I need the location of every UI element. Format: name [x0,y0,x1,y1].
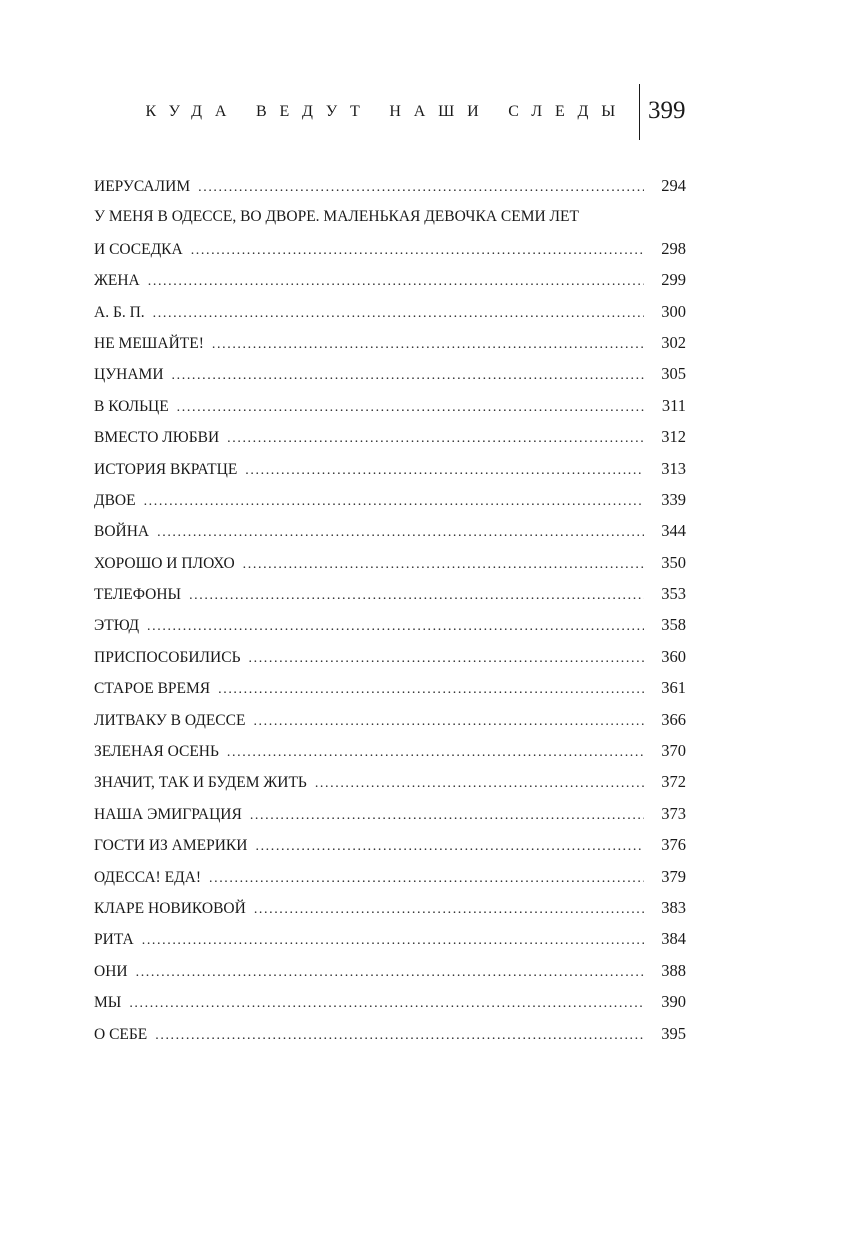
toc-entry-page: 388 [661,960,686,980]
toc-entry [94,641,686,672]
toc-dot-leader [191,235,644,264]
toc-entry-title: И СОСЕДКА [94,240,183,258]
toc-entry-page: 383 [661,897,686,917]
toc-entry-page: 305 [661,364,686,384]
toc-entry-page: 311 [661,395,686,415]
toc-entry-title: ТЕЛЕФОНЫ [94,586,182,604]
toc-entry-page: 376 [661,835,686,855]
toc-entry-title: А. Б. П. [94,303,145,321]
toc-entry [94,923,686,954]
toc-entry-title: ПРИСПОСОБИЛИСЬ [94,648,241,666]
toc-entry-page: 358 [661,615,686,635]
toc-dot-leader [144,486,644,515]
toc-entry [94,170,686,201]
toc-entry-page: 339 [661,489,686,509]
toc-entry [94,453,686,484]
toc-entry-page: 298 [661,238,686,258]
toc-dot-leader [129,988,644,1017]
toc-entry-page: 350 [661,552,686,572]
toc-entry-title: ДВОЕ [94,491,136,509]
toc-entry-page: 344 [661,521,686,541]
toc-dot-leader [136,957,644,986]
toc-entry-page: 366 [661,709,686,729]
toc-entry [94,861,686,892]
toc-entry [94,1018,686,1049]
toc-dot-leader [227,423,644,452]
toc-entry-title: ЦУНАМИ [94,366,164,384]
toc-entry-title: ВМЕСТО ЛЮБВИ [94,429,220,447]
toc-dot-leader [147,611,644,640]
toc-dot-leader [172,360,644,389]
toc-entry [94,892,686,923]
toc-dot-leader [218,674,644,703]
toc-entry-page: 353 [661,584,686,604]
toc-entry [94,421,686,452]
page-number: 399 [648,97,686,124]
toc-entry-title: НЕ МЕШАЙТЕ! [94,334,204,352]
toc-entry [94,358,686,389]
toc-entry-title: ЖЕНА [94,272,140,290]
toc-entry-title: МЫ [94,994,122,1012]
toc-entry-title: ЭТЮД [94,617,140,635]
toc-dot-leader [189,580,644,609]
toc-entry-page: 360 [661,646,686,666]
toc-dot-leader [315,768,644,797]
toc-dot-leader [254,894,644,923]
toc-entry [94,296,686,327]
header-vertical-rule [639,84,640,140]
toc-entry [94,986,686,1017]
toc-entry [94,829,686,860]
toc-dot-leader [227,737,644,766]
toc-entry [94,233,686,264]
toc-entry-title: ОДЕССА! ЕДА! [94,868,201,886]
toc-dot-leader [177,392,644,421]
running-head-title: КУДА ВЕДУТ НАШИ СЛЕДЫ [145,103,628,120]
toc-dot-leader [209,863,644,892]
toc-entry [94,327,686,358]
toc-entry-page: 370 [661,741,686,761]
toc-entry-title: ГОСТИ ИЗ АМЕРИКИ [94,837,248,855]
toc-dot-leader [249,643,645,672]
toc-dot-leader [250,800,644,829]
toc-entry [94,798,686,829]
toc-entry-title: У МЕНЯ В ОДЕССЕ, ВО ДВОРЕ. МАЛЕНЬКАЯ ДЕВОЧКА СЕМИ ЛЕТ [94,208,579,226]
toc-entry [94,578,686,609]
toc-entry-page: 373 [661,803,686,823]
toc-entry [94,735,686,766]
toc-entry-page: 390 [661,992,686,1012]
toc-entry-title: ВОЙНА [94,523,150,541]
toc-entry-title: В КОЛЬЦЕ [94,397,169,415]
toc-entry [94,672,686,703]
toc-entry-title: ИЕРУСАЛИМ [94,178,191,195]
toc-entry [94,766,686,797]
toc-entry-continued [94,201,686,232]
toc-entry-title: ОНИ [94,962,128,980]
toc-entry-title: НАША ЭМИГРАЦИЯ [94,805,242,823]
toc-entry-title: РИТА [94,931,134,949]
toc-entry-page: 372 [661,772,686,792]
toc-entry-page: 384 [661,929,686,949]
toc-dot-leader [253,706,644,735]
toc-entry [94,609,686,640]
toc-entry-title: ИСТОРИЯ ВКРАТЦЕ [94,460,238,478]
toc-dot-leader [212,329,644,358]
toc-dot-leader [148,266,644,295]
toc-dot-leader [155,1020,644,1049]
toc-entry-title: ХОРОШО И ПЛОХО [94,554,235,572]
toc-entry [94,390,686,421]
toc-entry-page: 312 [661,427,686,447]
toc-entry-title: КЛАРЕ НОВИКОВОЙ [94,899,246,917]
toc-entry [94,484,686,515]
toc-entry-title: ЗНАЧИТ, ТАК И БУДЕМ ЖИТЬ [94,774,307,792]
toc-dot-leader [245,455,644,484]
toc-entry-title: ЛИТВАКУ В ОДЕССЕ [94,711,246,729]
toc-entry [94,955,686,986]
table-of-contents [94,170,686,1049]
toc-entry [94,547,686,578]
toc-entry-page: 294 [661,176,686,195]
toc-entry-page: 379 [661,866,686,886]
toc-dot-leader [153,298,644,327]
toc-dot-leader [198,172,644,201]
toc-entry-page: 300 [661,301,686,321]
toc-entry [94,515,686,546]
toc-entry [94,704,686,735]
toc-dot-leader [157,517,644,546]
toc-dot-leader [142,925,644,954]
toc-entry-page: 299 [661,270,686,290]
toc-entry [94,264,686,295]
toc-entry-page: 313 [661,458,686,478]
toc-dot-leader [255,831,644,860]
toc-dot-leader [243,549,644,578]
toc-entry-page: 395 [661,1023,686,1043]
toc-entry-title: ЗЕЛЕНАЯ ОСЕНЬ [94,743,219,761]
toc-entry-page: 302 [661,332,686,352]
toc-entry-title: О СЕБЕ [94,1025,148,1043]
toc-entry-page: 361 [661,678,686,698]
toc-entry-title: СТАРОЕ ВРЕМЯ [94,680,211,698]
